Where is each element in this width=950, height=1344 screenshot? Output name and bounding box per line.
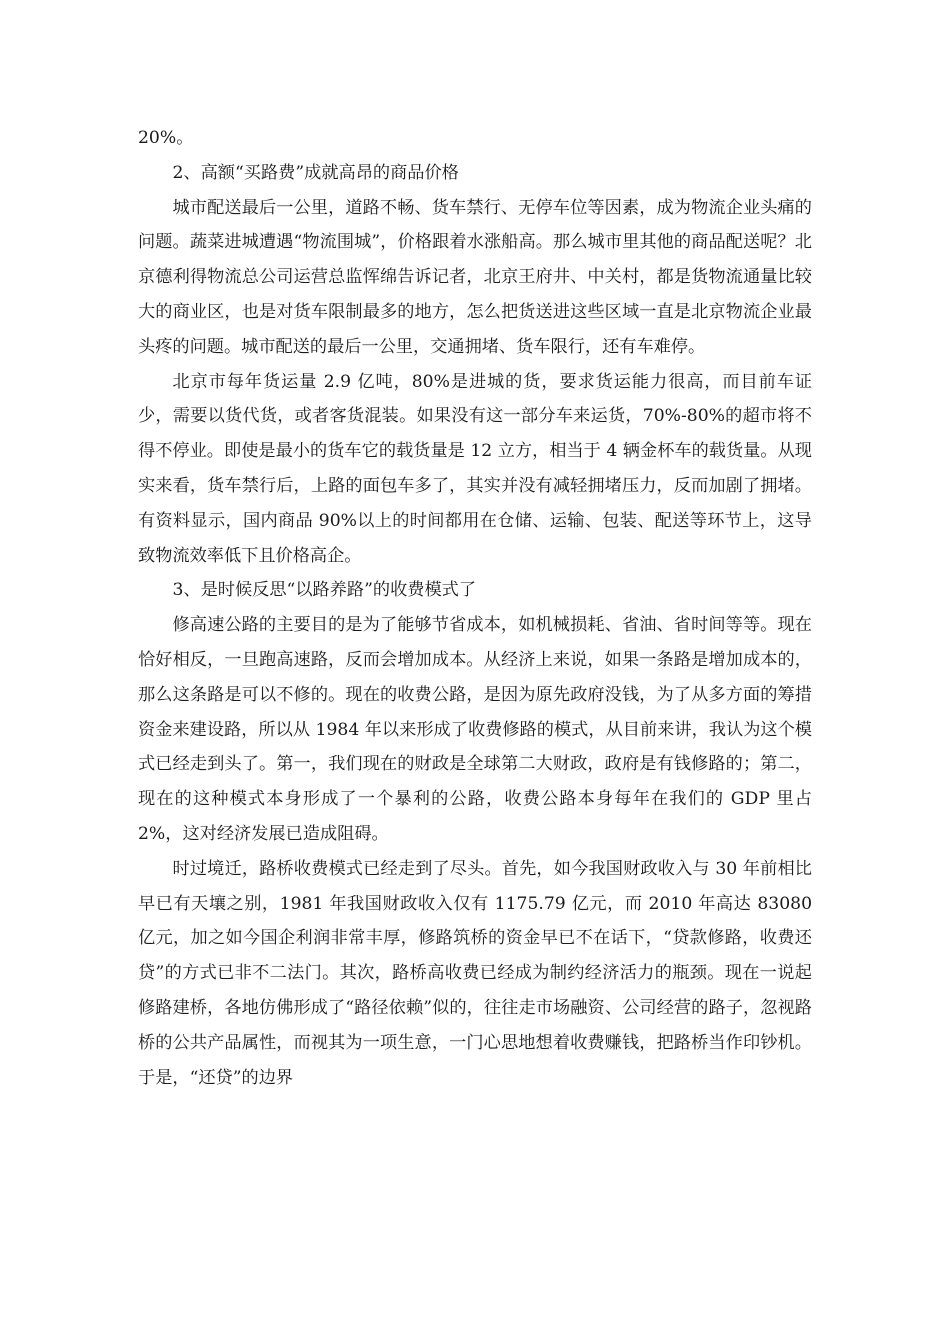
section-heading-2: 2、高额“买路费”成就高昂的商品价格 — [172, 162, 459, 183]
paragraph: 修高速公路的主要目的是为了能够节省成本，如机械损耗、省油、省时间等等。现在恰好相反，一旦跑高速路，反而会增加成本。从经济上来说，如果一条路是增加成本的，那么这条路是可以不修的。现在的收费公路，是因为原先政府没钱，为了从多方面的筹措资金来建设路，所以从 1984 年以来形成了收费修路的模式，从目前来讲，我认为这个模式已经走到头了。第一，我们现在的财政是全球第二大财政，政府是有钱修路的；第二，现在的这种模式本身形成了一个暴利的公路，收费公路本身每年在我们的 GDP 里占 2%，这对经济发展已造成阻碍。 — [138, 615, 812, 844]
paragraph: 城市配送最后一公里，道路不畅、货车禁行、无停车位等因素，成为物流企业头痛的问题。蔬菜进城遭遇“物流围城”，价格跟着水涨船高。那么城市里其他的商品配送呢？北京德利得物流总公司运营总监恽绵告诉记者，北京王府井、中关村，都是货物流通量比较大的商业区，也是对货车限制最多的地方，怎么把货送进这些区域一直是北京物流企业最头疼的问题。城市配送的最后一公里，交通拥堵、货车限行，还有车难停。 — [138, 197, 812, 357]
paragraph-continuation: 20%。 — [138, 128, 194, 148]
section-heading-3: 3、是时候反思“以路养路”的收费模式了 — [172, 580, 477, 601]
paragraph: 时过境迁，路桥收费模式已经走到了尽头。首先，如今我国财政收入与 30 年前相比早已有天壤之别，1981 年我国财政收入仅有 1175.79 亿元，而 2010 年高达 83080 亿元，加之如今国企利润非常丰厚，修路筑桥的资金早已不在话下，“贷款修路，收费还贷”的方式已非不二法门。其次，路桥高收费已经成为制约经济活力的瓶颈。现在一说起修路建桥，各地仿佛形成了“路径依赖”似的，往往走市场融资、公司经营的路子，忽视路桥的公共产品属性，而视其为一项生意，一门心思地想着收费赚钱，把路桥当作印钞机。于是，“还贷”的边界 — [138, 858, 812, 1088]
document-body — [138, 121, 812, 1095]
paragraph: 北京市每年货运量 2.9 亿吨，80%是进城的货，要求货运能力很高，而目前车证少，需要以货代货，或者客货混装。如果没有这一部分车来运货，70%-80%的超市将不得不停业。即使是最小的货车它的载货量是 12 立方，相当于 4 辆金杯车的载货量。从现实来看，货车禁行后，上路的面包车多了，其实并没有减轻拥堵压力，反而加剧了拥堵。有资料显示，国内商品 90%以上的时间都用在仓储、运输、包装、配送等环节上，这导致物流效率低下且价格高企。 — [138, 371, 812, 566]
